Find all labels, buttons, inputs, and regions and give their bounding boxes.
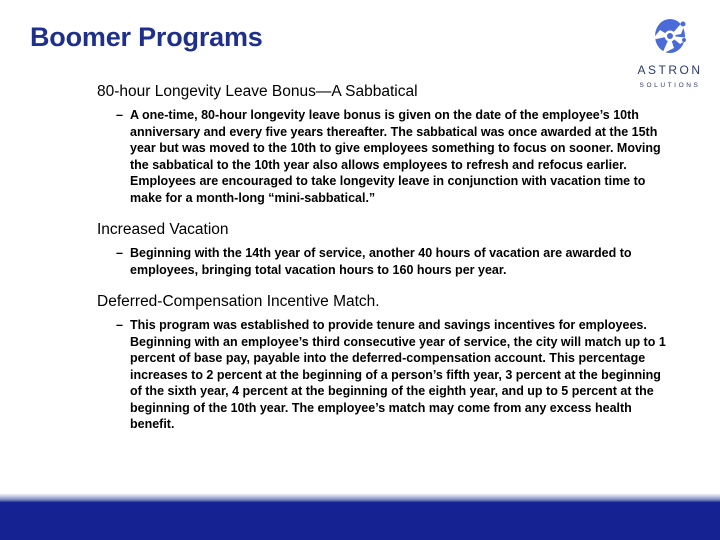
section-body-text: Beginning with the 14th year of service, another 40 hours of vacation are awarded to employees, bringing total vacation hours to 160 hours per year. (130, 246, 632, 277)
slide-content (97, 82, 667, 433)
logo-tagline: SOLUTIONS (639, 82, 701, 89)
section-deferred-compensation (97, 292, 667, 433)
astron-star-icon (650, 14, 690, 56)
section-longevity-leave (97, 82, 667, 206)
footer-bar-solid (0, 502, 720, 540)
section-body-text: A one-time, 80-hour longevity leave bonus is given on the date of the employee’s 10th anniversary and every five years thereafter. The sabbatical was once awarded at the 15th year but was moved to the 10th to give employees something to focus on sooner. Moving the sabbatical to the 10th year also allows employees to refresh and refocus earlier. Employees are encouraged to take longevity leave in conjunction with vacation time to make for a month-long “mini-sabbatical.” (130, 108, 661, 205)
section-body (116, 245, 667, 278)
logo-name: ASTRON (637, 63, 703, 77)
bullet-dash: – (116, 318, 123, 332)
footer-bar (0, 493, 720, 540)
section-heading: Deferred-Compensation Incentive Match. (97, 293, 380, 310)
section-heading: Increased Vacation (97, 221, 229, 238)
footer-bar-gradient (0, 493, 720, 502)
section-body (116, 107, 667, 206)
section-increased-vacation (97, 220, 667, 278)
bullet-dash: – (116, 246, 123, 260)
bullet-dash: – (116, 108, 123, 122)
section-body (116, 317, 667, 433)
slide-title: Boomer Programs (30, 22, 263, 52)
section-heading: 80-hour Longevity Leave Bonus—A Sabbatical (97, 83, 418, 100)
section-body-text: This program was established to provide tenure and savings incentives for employees. Beginning with an employee’s third consecutive year of service, the city will match up to 1 percent of base pay, payable into the deferred-compensation account. This percentage increases to 2 percent at the beginning of a person’s fifth year, 3 percent at the beginning of the sixth year, 4 percent at the beginning of the eighth year, and up to 5 percent at the beginning of the 10th year. The employee’s match may come from any excess health benefit. (130, 318, 666, 431)
